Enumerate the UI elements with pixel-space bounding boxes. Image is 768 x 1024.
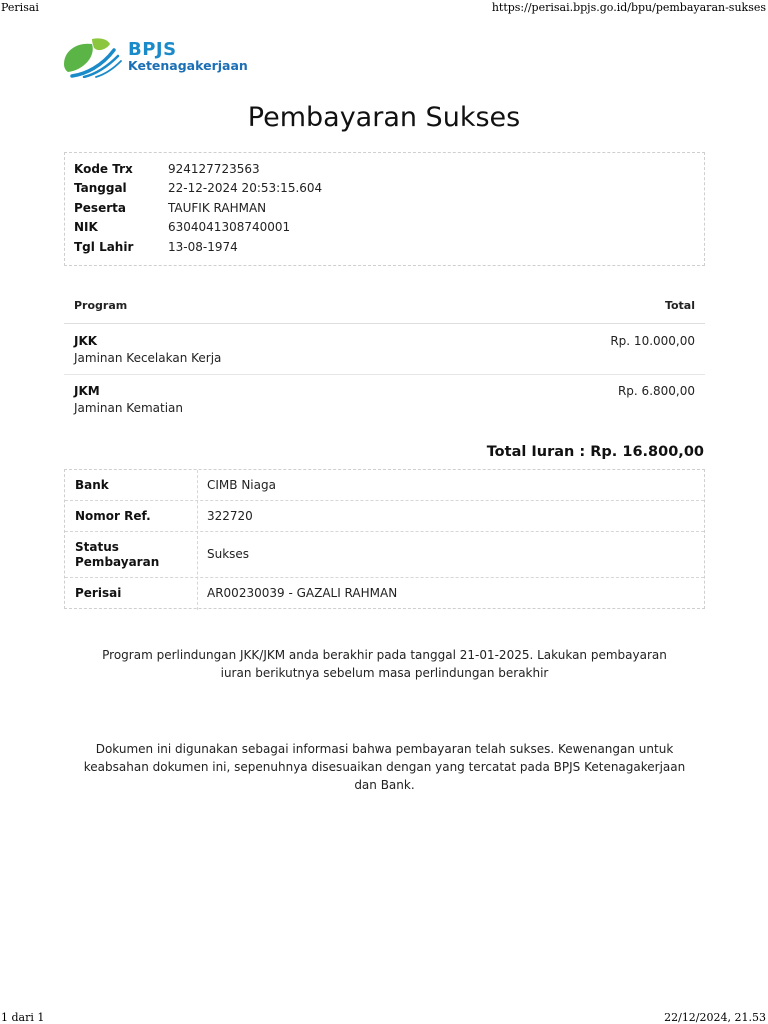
program-row-jkk [64, 325, 705, 375]
transaction-info-box [64, 152, 705, 266]
info-value: 924127723563 [168, 162, 260, 176]
payment-value: CIMB Niaga [207, 478, 276, 492]
program-column-header: Program [74, 299, 128, 312]
payment-details-table [64, 469, 705, 609]
print-timestamp: 22/12/2024, 21.53 [664, 1011, 766, 1024]
payment-row-nomor-ref [65, 501, 704, 532]
program-amount: Rp. 10.000,00 [610, 334, 695, 348]
logo-sub-text: Ketenagakerjaan [128, 58, 248, 73]
program-table-header [64, 298, 705, 324]
info-value: 6304041308740001 [168, 220, 291, 234]
bpjs-logo [62, 36, 272, 78]
program-row-jkm [64, 375, 705, 425]
info-label: Kode Trx [74, 162, 133, 176]
page-number: 1 dari 1 [1, 1011, 45, 1024]
protection-notice: Program perlindungan JKK/JKM anda berakhir pada tanggal 21-01-2025. Lakukan pembayaran iuran berikutnya sebelum masa perlindungan berakhir [102, 648, 667, 680]
payment-value: Sukses [207, 547, 250, 561]
logo-brand-text: BPJS [128, 39, 177, 60]
program-name: Jaminan Kecelakan Kerja [74, 351, 222, 365]
total-iuran: Total Iuran : Rp. 16.800,00 [486, 444, 704, 460]
info-value: 13-08-1974 [168, 240, 238, 254]
payment-label: Bank [75, 478, 109, 492]
program-code: JKK [74, 334, 98, 348]
info-label: NIK [74, 220, 98, 234]
payment-row-perisai [65, 578, 704, 609]
payment-row-status [65, 532, 704, 578]
payment-label: Status Pembayaran [75, 540, 160, 569]
info-label: Tgl Lahir [74, 240, 134, 254]
info-value: TAUFIK RAHMAN [168, 201, 267, 215]
print-header [0, 1, 768, 15]
payment-label: Nomor Ref. [75, 509, 151, 523]
payment-label: Perisai [75, 586, 122, 600]
info-value: 22-12-2024 20:53:15.604 [168, 181, 323, 195]
document-disclaimer: Dokumen ini digunakan sebagai informasi bahwa pembayaran telah sukses. Kewenangan untuk keabsahan dokumen ini, sepenuhnya disesuaikan dengan yang tercatat pada BPJS Ketenagakerjaan dan Bank. [83, 742, 686, 792]
program-code: JKM [74, 384, 100, 398]
program-name: Jaminan Kematian [74, 401, 183, 415]
payment-row-bank [65, 470, 704, 501]
payment-value: AR00230039 - GAZALI RAHMAN [207, 586, 398, 600]
bpjs-leaf-icon [62, 36, 124, 78]
print-footer [0, 1011, 768, 1024]
payment-value: 322720 [207, 509, 253, 523]
total-column-header: Total [664, 299, 695, 312]
info-label: Tanggal [74, 181, 127, 195]
page-title: Pembayaran Sukses [247, 102, 521, 133]
print-header-title: Perisai [1, 1, 39, 14]
info-label: Peserta [74, 201, 126, 215]
print-header-url: https://perisai.bpjs.go.id/bpu/pembayaran-sukses [491, 1, 766, 14]
program-amount: Rp. 6.800,00 [617, 384, 695, 398]
